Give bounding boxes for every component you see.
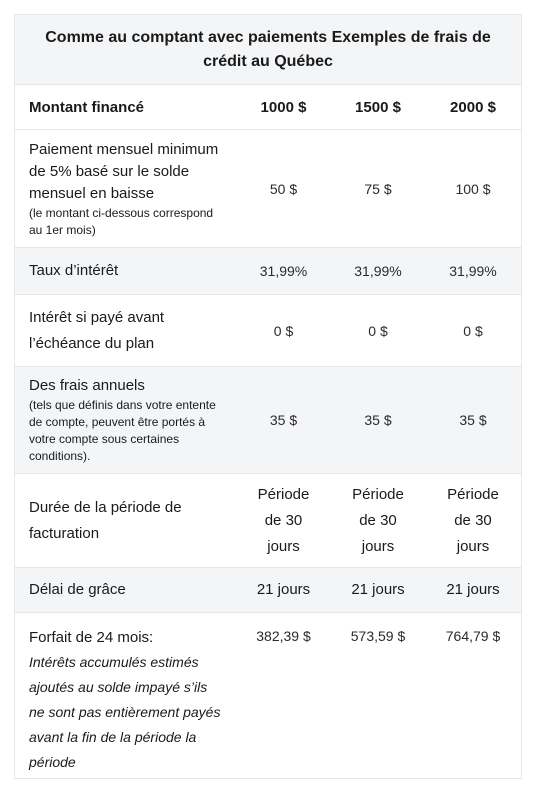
header-amount-1: 1000 $ bbox=[260, 98, 307, 116]
billing-period-value-2: Période de 30 jours bbox=[352, 485, 404, 555]
header-amount-2: 1500 $ bbox=[355, 98, 401, 116]
header-amount-3: 2000 $ bbox=[450, 98, 496, 116]
header-label: Montant financé bbox=[29, 98, 144, 116]
row-label bbox=[15, 130, 236, 247]
rate-value-2: 31,99% bbox=[354, 263, 402, 279]
rate-value-1: 31,99% bbox=[259, 263, 308, 279]
table-row bbox=[15, 567, 521, 612]
annual-fees-value-3: 35 $ bbox=[459, 412, 487, 428]
table-row bbox=[15, 294, 521, 366]
billing-period-value-1: Période de 30 jours bbox=[257, 485, 310, 555]
grace-value-1: 21 jours bbox=[256, 581, 311, 598]
row-label bbox=[15, 613, 236, 778]
annual-fees-value-2: 35 $ bbox=[364, 412, 392, 428]
credit-fees-table bbox=[14, 14, 522, 779]
interest-before-value-2: 0 $ bbox=[368, 322, 388, 339]
table-row bbox=[15, 129, 521, 247]
rate-value-3: 31,99% bbox=[449, 263, 497, 279]
interest-before-value-1: 0 $ bbox=[273, 322, 294, 339]
annual-fees-note: (tels que définis dans votre entente de compte, peuvent être portés à votre compte sous certaines conditions). bbox=[29, 398, 216, 463]
grace-label: Délai de grâce bbox=[29, 581, 126, 598]
table-row bbox=[15, 473, 521, 567]
plan24-note: Intérêts accumulés estimés ajoutés au solde impayé s’ils ne sont pas entièrement payés avant la fin de la période la période bbox=[29, 654, 221, 770]
billing-period-label: Durée de la période de facturation bbox=[29, 498, 182, 542]
rate-label: Taux d’intérêt bbox=[29, 262, 119, 279]
billing-period-value-3: Période de 30 jours bbox=[447, 485, 499, 555]
plan24-value-2: 573,59 $ bbox=[350, 628, 406, 644]
plan24-value-3: 764,79 $ bbox=[445, 628, 501, 644]
table-row bbox=[15, 612, 521, 778]
monthly-value-3: 100 $ bbox=[455, 180, 491, 197]
interest-before-label: Intérêt si payé avant l’échéance du plan bbox=[29, 308, 165, 352]
annual-fees-value-1: 35 $ bbox=[269, 412, 298, 428]
interest-before-value-3: 0 $ bbox=[463, 322, 483, 339]
monthly-value-2: 75 $ bbox=[364, 180, 392, 197]
plan24-value-1: 382,39 $ bbox=[256, 628, 311, 644]
header-row bbox=[15, 84, 521, 129]
monthly-label: Paiement mensuel minimum de 5% basé sur le solde mensuel en baisse bbox=[29, 140, 219, 202]
table-row bbox=[15, 247, 521, 294]
grace-value-2: 21 jours bbox=[351, 581, 405, 598]
annual-fees-label: Des frais annuels bbox=[29, 377, 145, 394]
row-label bbox=[15, 367, 236, 473]
plan24-label: Forfait de 24 mois: bbox=[29, 629, 154, 646]
table-title: Comme au comptant avec paiements Exemples de frais de crédit au Québec bbox=[15, 15, 521, 84]
table-row bbox=[15, 366, 521, 473]
monthly-value-1: 50 $ bbox=[269, 180, 298, 197]
grace-value-3: 21 jours bbox=[446, 581, 500, 598]
monthly-note: (le montant ci-dessous correspond au 1er mois) bbox=[29, 205, 214, 237]
